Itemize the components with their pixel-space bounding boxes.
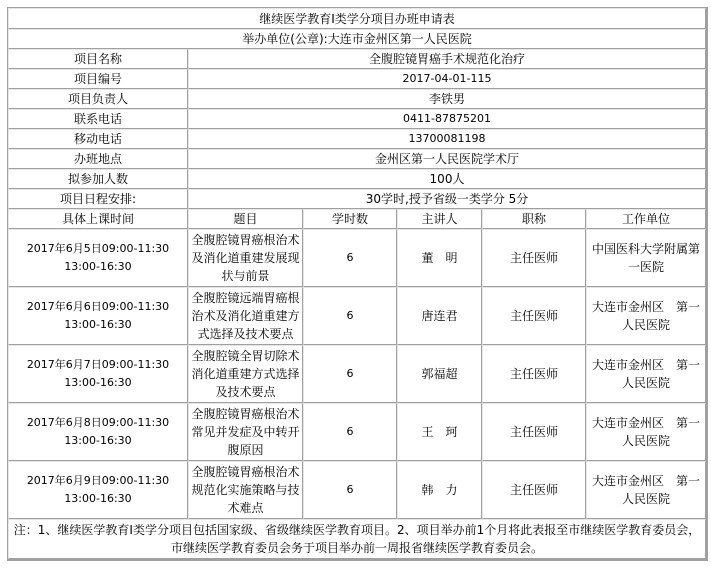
session-speaker-title: 主任医师 <box>482 287 586 345</box>
header-unit: 工作单位 <box>586 209 706 229</box>
session-topic: 全腹腔镜全胃切除术消化道重建方式选择及技术要点 <box>188 345 303 403</box>
organizer-value: 大连市金州区第一人民医院 <box>327 32 472 46</box>
schedule-header-row <box>8 209 706 229</box>
session-time: 2017年6月9日09:00-11:30 13:00-16:30 <box>8 461 188 519</box>
info-label: 办班地点 <box>8 149 188 169</box>
table-row <box>8 229 706 287</box>
session-hours: 6 <box>303 461 397 519</box>
session-hours: 6 <box>303 229 397 287</box>
info-label: 项目编号 <box>8 69 188 89</box>
session-topic: 全腹腔镜远端胃癌根治术及消化道重建方式选择及技术要点 <box>188 287 303 345</box>
venue-value: 金州区第一人民医院学术厅 <box>188 149 706 169</box>
organizer-label: 举办单位(公章) <box>242 32 324 46</box>
header-topic: 题目 <box>188 209 303 229</box>
info-label: 联系电话 <box>8 109 188 129</box>
info-label: 移动电话 <box>8 129 188 149</box>
table-row <box>8 345 706 403</box>
session-unit: 大连市金州区 第一人民医院 <box>586 287 706 345</box>
project-number-value: 2017-04-01-115 <box>188 69 706 89</box>
table-row <box>8 287 706 345</box>
session-time: 2017年6月5日09:00-11:30 13:00-16:30 <box>8 229 188 287</box>
info-label: 项目名称 <box>8 49 188 69</box>
info-label: 项目日程安排: <box>8 189 188 209</box>
project-name-value: 全腹腔镜胃癌手术规范化治疗 <box>188 49 706 69</box>
mobile-phone-value: 13700081198 <box>188 129 706 149</box>
session-time: 2017年6月6日09:00-11:30 13:00-16:30 <box>8 287 188 345</box>
table-row <box>8 403 706 461</box>
session-speaker: 董 明 <box>397 229 482 287</box>
session-unit: 大连市金州区 第一人民医院 <box>586 461 706 519</box>
form-title: 继续医学教育I类学分项目办班申请表 <box>8 8 706 29</box>
session-topic: 全腹腔镜胃癌根治术及消化道重建发展现状与前景 <box>188 229 303 287</box>
organizer-row: 举办单位(公章):大连市金州区第一人民医院 <box>8 29 706 49</box>
session-topic: 全腹腔镜胃癌根治术常见并发症及中转开腹原因 <box>188 403 303 461</box>
header-speaker: 主讲人 <box>397 209 482 229</box>
session-topic: 全腹腔镜胃癌根治术规范化实施策略与技术难点 <box>188 461 303 519</box>
table-row <box>8 461 706 519</box>
header-title: 职称 <box>482 209 586 229</box>
header-hours: 学时数 <box>303 209 397 229</box>
session-time: 2017年6月7日09:00-11:30 13:00-16:30 <box>8 345 188 403</box>
session-unit: 中国医科大学附属第一医院 <box>586 229 706 287</box>
header-time: 具体上课时间 <box>8 209 188 229</box>
info-label: 项目负责人 <box>8 89 188 109</box>
session-speaker-title: 主任医师 <box>482 403 586 461</box>
session-time: 2017年6月8日09:00-11:30 13:00-16:30 <box>8 403 188 461</box>
session-speaker: 王 珂 <box>397 403 482 461</box>
session-hours: 6 <box>303 287 397 345</box>
contact-phone-value: 0411-87875201 <box>188 109 706 129</box>
session-speaker: 唐连君 <box>397 287 482 345</box>
session-speaker-title: 主任医师 <box>482 345 586 403</box>
project-leader-value: 李铁男 <box>188 89 706 109</box>
schedule-summary-value: 30学时,授予省级一类学分 5分 <box>188 189 706 209</box>
session-hours: 6 <box>303 345 397 403</box>
session-unit: 大连市金州区 第一人民医院 <box>586 403 706 461</box>
footnote: 注：1、继续医学教育Ⅰ类学分项目包括国家级、省级继续医学教育项目。2、项目举办前1个月将此表报至市继续医学教育委员会，市继续医学教育委员会务于项目举办前一周报省继续医学教育委员会。 <box>8 519 706 559</box>
session-speaker: 郭福超 <box>397 345 482 403</box>
application-form-table <box>7 7 708 561</box>
attendees-value: 100人 <box>188 169 706 189</box>
session-speaker-title: 主任医师 <box>482 461 586 519</box>
session-speaker: 韩 力 <box>397 461 482 519</box>
info-label: 拟参加人数 <box>8 169 188 189</box>
session-unit: 大连市金州区 第一人民医院 <box>586 345 706 403</box>
session-speaker-title: 主任医师 <box>482 229 586 287</box>
session-hours: 6 <box>303 403 397 461</box>
